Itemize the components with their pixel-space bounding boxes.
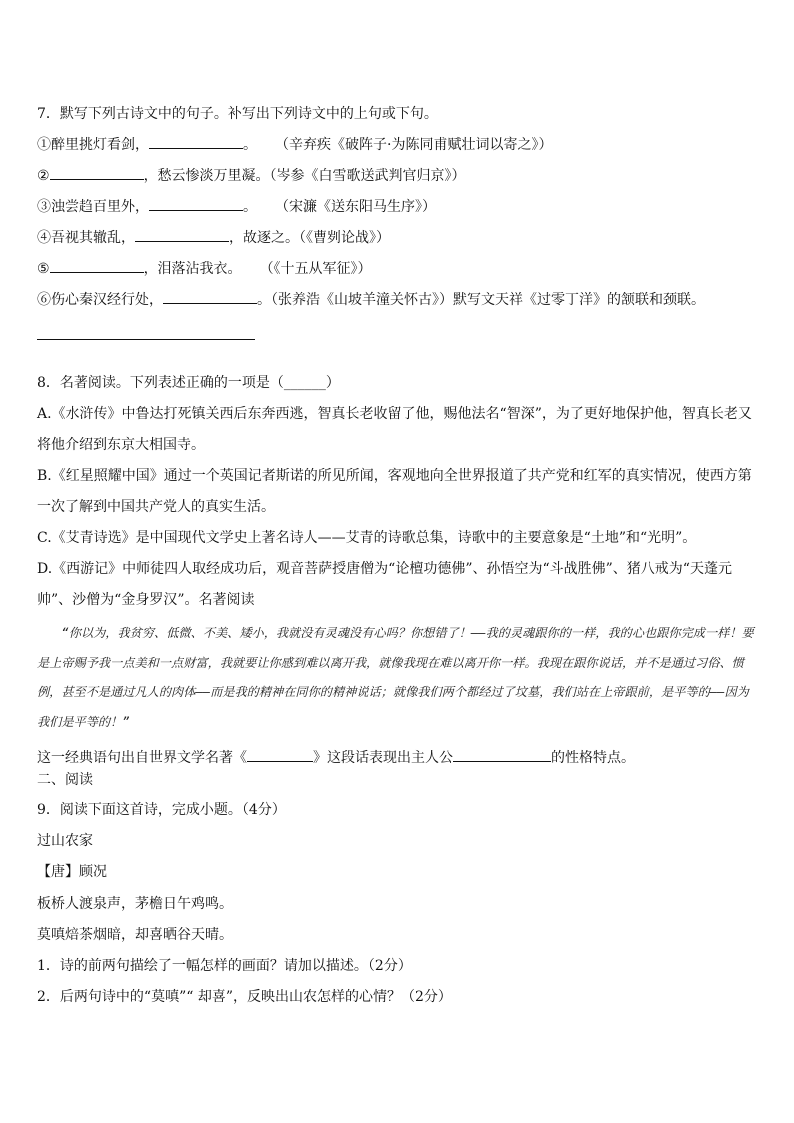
q7-item-2-post: ，愁云惨淡万里凝。 xyxy=(143,168,270,184)
q7-item-3 xyxy=(37,196,436,217)
q7-item-5-source: （《十五从军征》） xyxy=(259,261,372,277)
q7-item-3-pre: ③浊尝趋百里外， xyxy=(37,199,149,215)
q7-item-1-post: 。 xyxy=(243,137,257,153)
poem-line-1: 板桥人渡泉声，茅檐日午鸡鸣。 xyxy=(37,896,233,912)
q8-fill-line xyxy=(37,747,635,768)
q8-fill-pre: 这一经典语句出自世界文学名著《 xyxy=(37,750,247,766)
q7-item-5-blank[interactable] xyxy=(50,258,144,273)
q7-item-5 xyxy=(37,258,372,279)
q7-item-4-source: （《曹刿论战》） xyxy=(299,230,390,246)
q8-option-d: D.《西游记》中师徒四人取经成功后，观音菩萨授唐僧为“论檀功德佛”、孙悟空为“斗战胜佛”、猪八戒为“天蓬元帅”、沙僧为“金身罗汉”。名著阅读 xyxy=(37,561,732,608)
q7-item-6-pre: ⑥伤心秦汉经行处， xyxy=(37,292,163,308)
q9-title: 9．阅读下面这首诗，完成小题。（4分） xyxy=(37,802,286,818)
q8-fill-post: 的性格特点。 xyxy=(551,750,635,766)
q8-fill-mid: 》这段话表现出主人公 xyxy=(313,750,453,766)
q8-option-c: C.《艾青诗选》是中国现代文学史上著名诗人——艾青的诗歌总集，诗歌中的主要意象是“土地”和“光明”。 xyxy=(37,530,697,546)
q7-item-6-blank[interactable] xyxy=(163,289,257,304)
poem-line-2: 莫嗔焙茶烟暗，却喜晒谷天晴。 xyxy=(37,927,233,943)
q7-item-6 xyxy=(37,289,705,310)
q7-item-6-post: 。 xyxy=(257,292,271,308)
q7-item-3-blank[interactable] xyxy=(149,196,243,211)
q9-subquestion-2: 2．后两句诗中的“莫嗔”“ 却喜”，反映出山农怎样的心情？（2分） xyxy=(37,989,452,1005)
q8-title: 8．名著阅读。下列表述正确的一项是（______） xyxy=(37,375,340,391)
q7-item-2-blank[interactable] xyxy=(50,165,144,180)
q7-item-2 xyxy=(37,165,466,186)
q7-item-6-source: （张养浩《山坡羊潼关怀古》）默写文天祥《过零丁洋》的颔联和颈联。 xyxy=(271,292,705,308)
q7-answer-line[interactable] xyxy=(37,339,255,340)
q7-item-1-blank[interactable] xyxy=(149,134,243,149)
q8-book-blank[interactable] xyxy=(247,747,313,762)
q7-item-1-pre: ①醉里挑灯看剑， xyxy=(37,137,149,153)
poem-title: 过山农家 xyxy=(37,833,93,849)
q7-item-4-blank[interactable] xyxy=(135,227,229,242)
q7-item-1-source: （辛弃疾《破阵子·为陈同甫赋壮词以寄之》） xyxy=(275,137,553,153)
q7-title: 7．默写下列古诗文中的句子。补写出下列诗文中的上句或下句。 xyxy=(37,106,438,122)
section-heading: 二、阅读 xyxy=(37,772,93,788)
q7-item-4-pre: ④吾视其辙乱， xyxy=(37,230,135,246)
q9-subquestion-1: 1．诗的前两句描绘了一幅怎样的画面？请加以描述。（2分） xyxy=(37,958,412,974)
q8-quote: “你以为，我贫穷、低微、不美、矮小，我就没有灵魂没有心吗？你想错了！——我的灵魂跟你的一样，我的心也跟你完成一样！要是上帝赐予我一点美和一点财富，我就要让你感到难以离开我，就像我现在难以离开你一样。我现在跟你说话，并不是通过习俗、惯例，甚至不是通过凡人的肉体——而是我的精神在同你的精神说话；就像我们两个都经过了坟墓，我们站在上帝跟前，是平等的——因为我们是平等的！” xyxy=(37,626,754,729)
poem-author: 【唐】顾况 xyxy=(37,864,107,880)
q7-item-4 xyxy=(37,227,390,248)
q7-item-2-source: （岑参《白雪歌送武判官归京》） xyxy=(269,168,466,184)
q7-item-5-post: ，泪落沾我衣。 xyxy=(143,261,242,277)
q8-option-a: A.《水浒传》中鲁达打死镇关西后东奔西逃，智真长老收留了他，赐他法名“智深”，为了更好地保护他，智真长老又将他介绍到东京大相国寺。 xyxy=(37,406,752,453)
q7-item-3-post: 。 xyxy=(243,199,257,215)
q7-item-3-source: （宋濂《送东阳马生序》） xyxy=(275,199,436,215)
q7-item-5-pre: ⑤ xyxy=(37,261,50,277)
q7-item-2-pre: ② xyxy=(37,168,50,184)
q8-trait-blank[interactable] xyxy=(453,747,551,762)
q7-item-1 xyxy=(37,134,552,155)
q8-option-b: B.《红星照耀中国》通过一个英国记者斯诺的所见所闻，客观地向全世界报道了共产党和红军的真实情况，使西方第一次了解到中国共产党人的真实生活。 xyxy=(37,468,752,515)
q7-item-4-post: ，故逐之。 xyxy=(229,230,299,246)
